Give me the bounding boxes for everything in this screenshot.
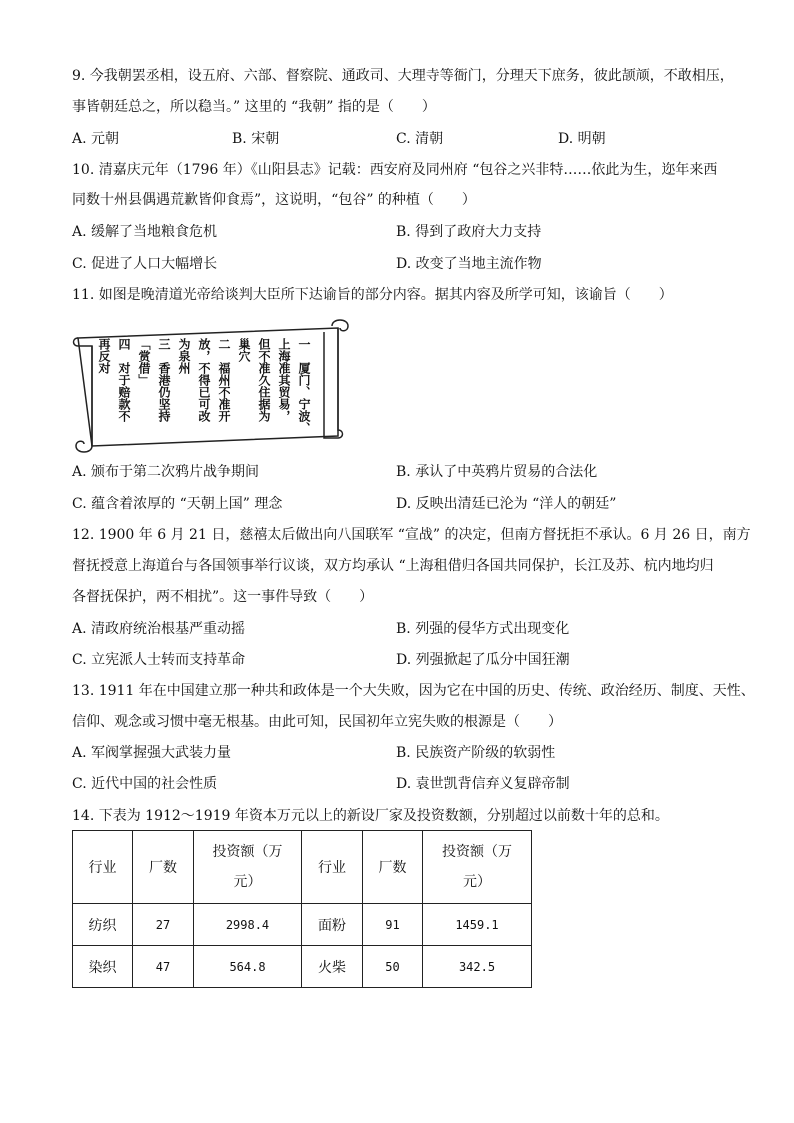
table-row xyxy=(73,946,532,988)
q10-option-c[interactable]: C. 促进了人口大幅增长 xyxy=(72,256,218,272)
q13-stem-line1: 13. 1911 年在中国建立那一种共和政体是一个大失败，因为它在中国的历史、传统、政治经历、制度、天性、 xyxy=(72,683,755,699)
q13-option-b[interactable]: B. 民族资产阶级的软弱性 xyxy=(396,745,556,761)
cell-industry: 纺织 xyxy=(73,904,133,946)
scroll-column-8: 三 香港仍坚持 xyxy=(157,338,171,422)
cell-investment: 1459.1 xyxy=(423,904,532,946)
scroll-column-1: 一 厦门、宁波、 xyxy=(297,338,311,434)
cell-factories: 91 xyxy=(363,904,423,946)
q13-stem-line2: 信仰、观念或习惯中毫无根基。由此可知，民国初年立宪失败的根源是（ ） xyxy=(72,714,562,730)
scroll-column-4: 巢穴 xyxy=(237,338,251,362)
q10-option-d[interactable]: D. 改变了当地主流作物 xyxy=(396,256,542,272)
table-row xyxy=(73,904,532,946)
header-industry-1: 行业 xyxy=(73,831,133,904)
scroll-column-3: 但不准久住据为 xyxy=(257,338,271,422)
header-investment-2: 投资额（万 元） xyxy=(423,831,532,904)
q9-option-b[interactable]: B. 宋朝 xyxy=(232,131,280,147)
q12-option-a[interactable]: A. 清政府统治根基严重动摇 xyxy=(72,621,246,637)
q9-stem-line1: 9. 今我朝罢丞相，设五府、六部、督察院、通政司、大理寺等衙门，分理天下庶务，彼此颉颃，不敢相压， xyxy=(72,68,734,84)
cell-industry: 火柴 xyxy=(302,946,363,988)
cell-factories: 50 xyxy=(363,946,423,988)
table-header-row xyxy=(73,831,532,904)
scroll-column-2: 上海准其贸易， xyxy=(277,338,291,422)
cell-industry: 面粉 xyxy=(302,904,363,946)
q12-option-c[interactable]: C. 立宪派人士转而支持革命 xyxy=(72,652,246,668)
scroll-column-7: 为泉州 xyxy=(177,338,191,374)
cell-investment: 342.5 xyxy=(423,946,532,988)
scroll-column-11: 再反对 xyxy=(97,338,111,374)
q9-option-a[interactable]: A. 元朝 xyxy=(72,131,120,147)
q10-stem-line2: 同数十州县偶遇荒歉皆仰食焉”，这说明，“包谷” 的种植（ ） xyxy=(72,192,476,208)
cell-investment: 564.8 xyxy=(194,946,302,988)
cell-investment: 2998.4 xyxy=(194,904,302,946)
scroll-column-5: 二 福州不准开 xyxy=(217,338,231,422)
header-industry-2: 行业 xyxy=(302,831,363,904)
header-factories-1: 厂数 xyxy=(133,831,194,904)
q11-option-c[interactable]: C. 蕴含着浓厚的 “天朝上国” 理念 xyxy=(72,496,283,512)
q11-option-d[interactable]: D. 反映出清廷已沦为 “洋人的朝廷” xyxy=(396,496,617,512)
q10-option-a[interactable]: A. 缓解了当地粮食危机 xyxy=(72,224,218,240)
scroll-column-10: 四 对于赔款不 xyxy=(117,338,131,422)
investment-table xyxy=(72,830,532,988)
q11-option-a[interactable]: A. 颁布于第二次鸦片战争期间 xyxy=(72,464,260,480)
q9-stem-line2: 事皆朝廷总之，所以稳当。” 这里的 “我朝” 指的是（ ） xyxy=(72,99,436,115)
q13-option-d[interactable]: D. 袁世凯背信弃义复辟帝制 xyxy=(396,776,570,792)
q11-stem-line1: 11. 如图是晚清道光帝给谈判大臣所下达谕旨的部分内容。据其内容及所学可知，该谕旨（ ） xyxy=(72,287,673,303)
scroll-column-9: 「赏借」 xyxy=(137,338,151,386)
q10-stem-line1: 10. 清嘉庆元年（1796 年）《山阳县志》记载：西安府及同州府 “包谷之兴非特……依此为生，迩年来西 xyxy=(72,162,718,178)
cell-industry: 染织 xyxy=(73,946,133,988)
q12-option-b[interactable]: B. 列强的侵华方式出现变化 xyxy=(396,621,570,637)
q13-option-c[interactable]: C. 近代中国的社会性质 xyxy=(72,776,218,792)
header-investment-1: 投资额（万 元） xyxy=(194,831,302,904)
header-factories-2: 厂数 xyxy=(363,831,423,904)
q13-option-a[interactable]: A. 军阀掌握强大武装力量 xyxy=(72,745,232,761)
q10-option-b[interactable]: B. 得到了政府大力支持 xyxy=(396,224,542,240)
q12-stem-line2: 督抚授意上海道台与各国领事举行议谈，双方均承认 “上海租借归各国共同保护，长江及苏、杭内地均归 xyxy=(72,558,714,574)
q11-option-b[interactable]: B. 承认了中英鸦片贸易的合法化 xyxy=(396,464,598,480)
q9-option-d[interactable]: D. 明朝 xyxy=(558,131,606,147)
q9-option-c[interactable]: C. 清朝 xyxy=(396,131,444,147)
q14-stem-line1: 14. 下表为 1912～1919 年资本万元以上的新设厂家及投资数额，分别超过以前数十年的总和。 xyxy=(72,808,669,824)
scroll-column-6: 放，不得已可改 xyxy=(197,338,211,422)
q12-stem-line3: 各督抚保护，两不相扰”。这一事件导致（ ） xyxy=(72,589,374,605)
cell-factories: 27 xyxy=(133,904,194,946)
q12-stem-line1: 12. 1900 年 6 月 21 日，慈禧太后做出向八国联军 “宣战” 的决定，但南方督抚拒不承认。6 月 26 日，南方 xyxy=(72,527,751,543)
cell-factories: 47 xyxy=(133,946,194,988)
q12-option-d[interactable]: D. 列强掀起了瓜分中国狂潮 xyxy=(396,652,570,668)
